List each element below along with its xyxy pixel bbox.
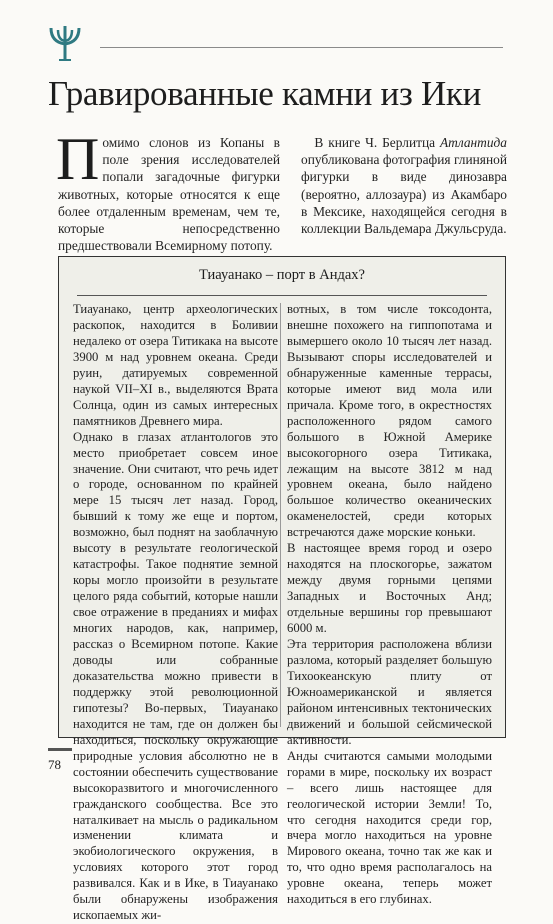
book-title: Атлантида	[439, 135, 507, 150]
sidebar-title: Тиауанако – порт в Андах?	[199, 267, 365, 283]
sidebar-paragraph: Эта территория расположена вблизи разлома, который разделяет большую Тихоокеанскую плиту от Южноамериканской и является районом интенсивных тектонических движений и большой сейсмической активности.	[287, 637, 492, 747]
sidebar-title-rule	[77, 295, 487, 296]
sidebar-paragraph: Анды считаются самыми молодыми горами в мире, поскольку их возраст – всего лишь настоящее для геологической истории Земли! То, что сегодня находится среди гор, вчера могло находиться на уровне Мирового океана, точно так же как и то, что одно время располагалось на уровне океана, теперь может находиться в его глубинах.	[287, 748, 492, 907]
sidebar-right-column	[287, 302, 492, 908]
article-title: Гравированные камни из Ики	[48, 74, 482, 113]
psi-trident-icon	[47, 22, 83, 62]
column-divider	[280, 303, 281, 727]
drop-cap: П	[56, 126, 100, 192]
intro-right-column	[301, 134, 507, 237]
sidebar-paragraph: вотных, в том числе токсодонта, внешне похожего на гиппопотама и вымершего около 10 тысяч лет назад. Вызывают споры исследователей и обнаруженные каменные террасы, которые имеют вид мола или причала. Кроме того, в окрестностях расположенного рядом самого большого в Южной Америке высокогорного озера Титикака, лежащим на высоте 3812 м над уровнем океана, было найдено большое количество океанических окаменелостей, среди которых встречаются даже морские коньки.	[287, 302, 492, 540]
sidebar-paragraph: Однако в глазах атлантологов это место приобретает совсем иное значение. Они считают, что речь идет о городе, основанном по крайней мере 15 тысяч лет назад. Город, бывший к тому же еще и портом, возможно, был поднят на заоблачную высоту в результате геологической катастрофы. Такое поднятие земной коры могло произойти в результате целого ряда событий, которые нашли свое отражение в преданиях и мифах многих народов, как, например, рассказ о Всемирном потопе. Какие доводы или собранные доказательства можно привести в поддержку этой революционной гипотезы? Во-первых, Тиауанако находится не там, где он должен бы находиться, поскольку окружающие природные условия абсолютно не в состоянии обеспечить существование высокоразвитого и многочисленного гражданского сообщества. Все это наталкивает на мысль о радикальном изменении климата и экобиологического окружения, в условиях которого этот город развивался. Как и в Ике, в Тиауанако были обнаружены изображения ископаемых жи-	[73, 429, 278, 923]
sidebar-paragraph: Тиауанако, центр археологических раскопок, находится в Боливии недалеко от озера Титикака на высоте 3900 м над уровнем океана. Среди руин, датируемых современной наукой VII–XI в., выделяются Врата Солнца, один из самых интересных памятников Древнего мира.	[73, 302, 278, 428]
header-rule	[100, 47, 503, 48]
sidebar-paragraph: В настоящее время город и озеро находятся на плоскогорье, зажатом между двумя горными цепями Западных и Восточных Анд; отдельные вершины гор превышают 6000 м.	[287, 541, 492, 636]
intro-left-column	[56, 126, 280, 254]
intro-right-text-start: В книге Ч. Берлитца	[314, 135, 440, 150]
sidebar-left-column	[73, 302, 278, 924]
page-number: 78	[48, 757, 61, 772]
sidebar-box	[58, 256, 506, 923]
intro-left-text: омимо слонов из Копаны в поле зрения исследователей попали загадочные фигурки животных, которые относятся к еще более отдаленным временам, чем те, которые непосредственно предшествовали Всемирному потопу.	[58, 135, 280, 254]
intro-right-text-end: опубликована фотография глиняной фигурки в виде динозавра (вероятно, аллозаура) из Акамбаро в Мексике, находящейся сегодня в коллекции Вальдемара Джульсруда.	[301, 152, 507, 237]
footer-rule	[48, 748, 72, 751]
